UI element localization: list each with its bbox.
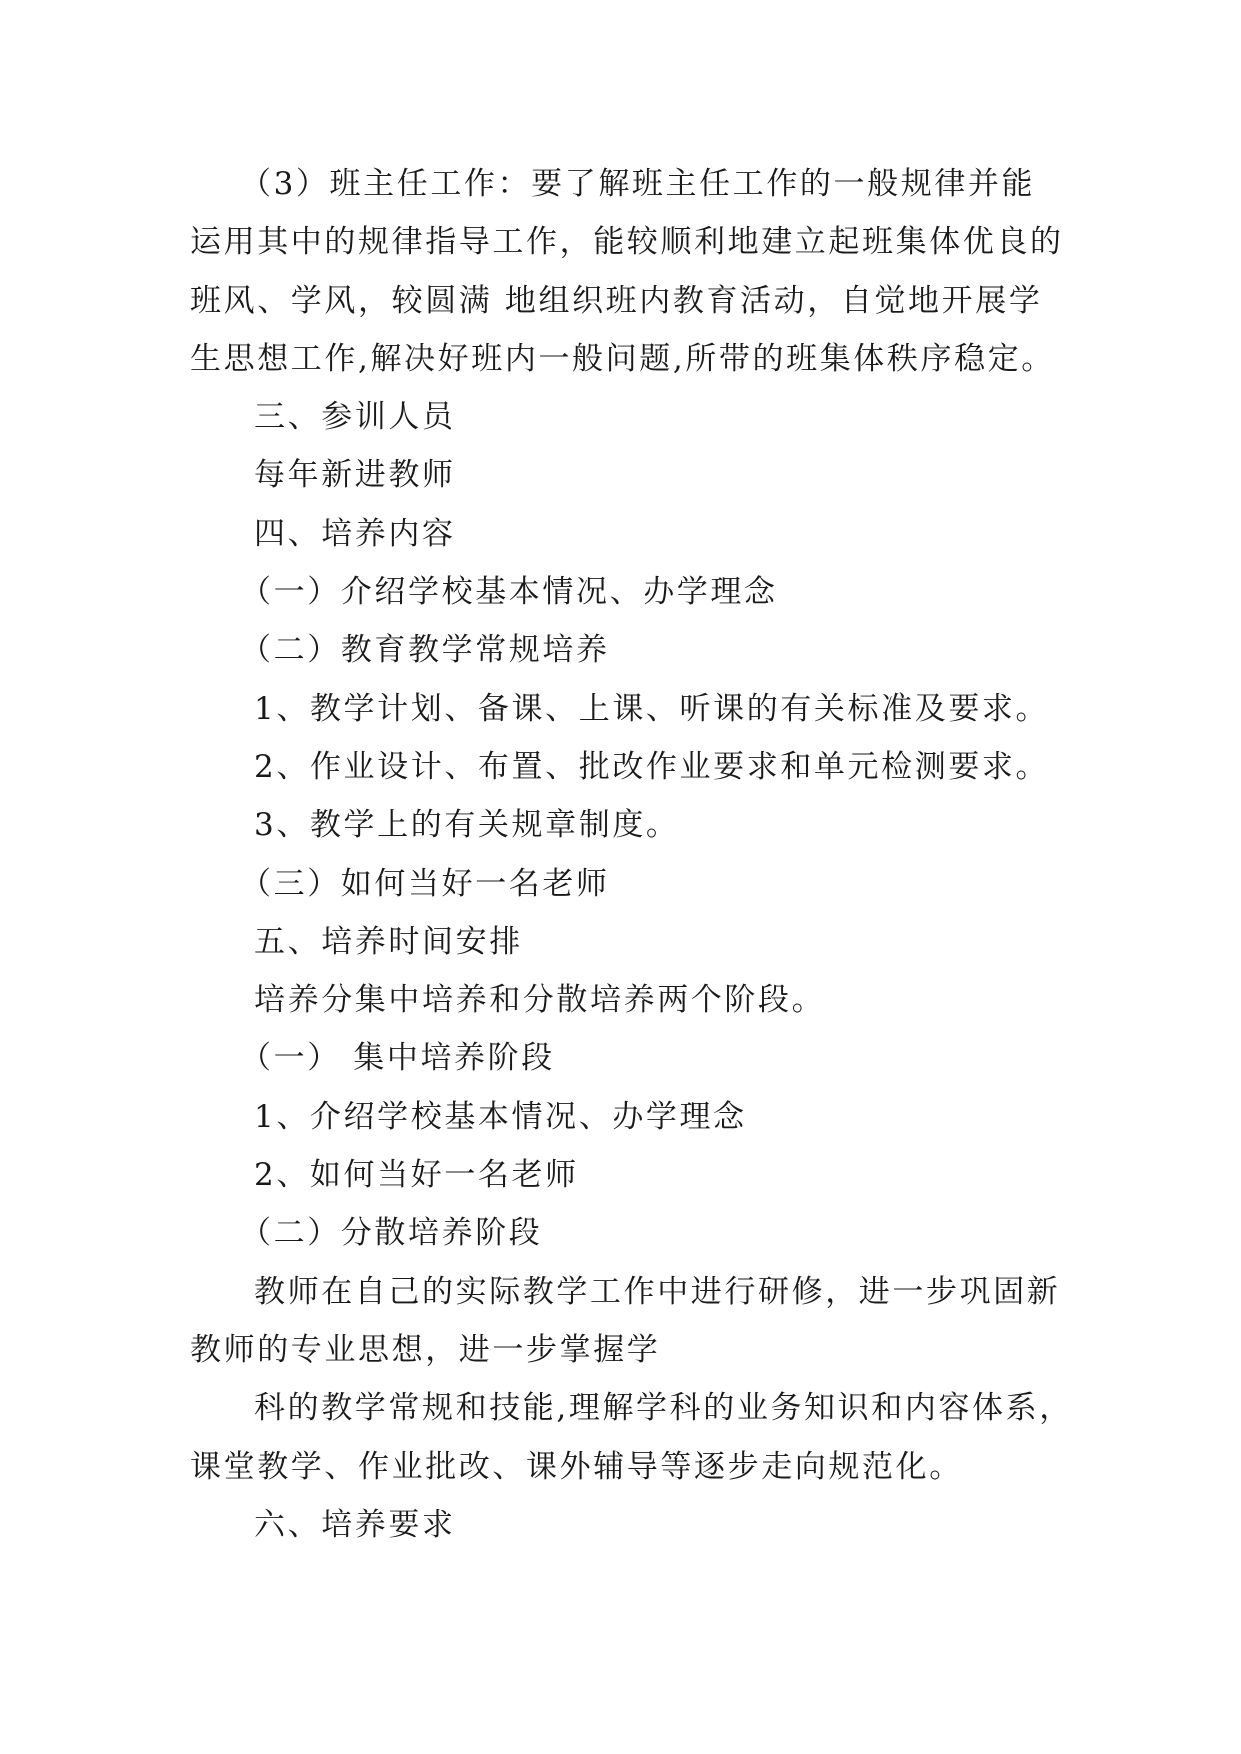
paragraph-line: 生思想工作,解决好班内一般问题,所带的班集体秩序稳定。 [190,340,1055,377]
paragraph-line: 科的教学常规和技能,理解学科的业务知识和内容体系， [254,1390,1073,1427]
subsection-heading: （二）教育教学常规培养 [240,632,610,669]
paragraph-line: 教师在自己的实际教学工作中进行研修，进一步巩固新 [254,1273,1061,1310]
list-item: 3、教学上的有关规章制度。 [254,807,680,844]
paragraph-line: 班风、学风，较圆满 地组织班内教育活动，自觉地开展学 [190,282,1043,319]
section-heading: 六、培养要求 [254,1506,456,1543]
paragraph-line: 课堂教学、作业批改、课外辅导等逐步走向规范化。 [190,1448,963,1485]
section-heading: 三、参训人员 [254,399,456,436]
paragraph-line: （3）班主任工作：要了解班主任工作的一般规律并能 [240,166,1036,202]
subsection-heading: （三）如何当好一名老师 [240,865,610,902]
list-item: 1、介绍学校基本情况、办学理念 [254,1098,747,1135]
paragraph-line: 每年新进教师 [254,457,456,494]
paragraph-line: 教师的专业思想，进一步掌握学 [190,1331,661,1368]
list-item: 2、作业设计、布置、批改作业要求和单元检测要求。 [254,748,1050,785]
paragraph-line: 运用其中的规律指导工作，能较顺利地建立起班集体优良的 [190,224,1064,261]
subsection-heading: （一） 集中培养阶段 [240,1040,555,1077]
list-item: 1、教学计划、备课、上课、听课的有关标准及要求。 [254,690,1050,727]
section-heading: 四、培养内容 [254,515,456,552]
section-heading: 五、培养时间安排 [254,923,523,960]
subsection-heading: （二）分散培养阶段 [240,1215,543,1252]
paragraph-line: 培养分集中培养和分散培养两个阶段。 [254,982,826,1019]
document-body [190,155,1073,1554]
list-item: 2、如何当好一名老师 [254,1157,579,1194]
subsection-heading: （一）介绍学校基本情况、办学理念 [240,574,778,611]
